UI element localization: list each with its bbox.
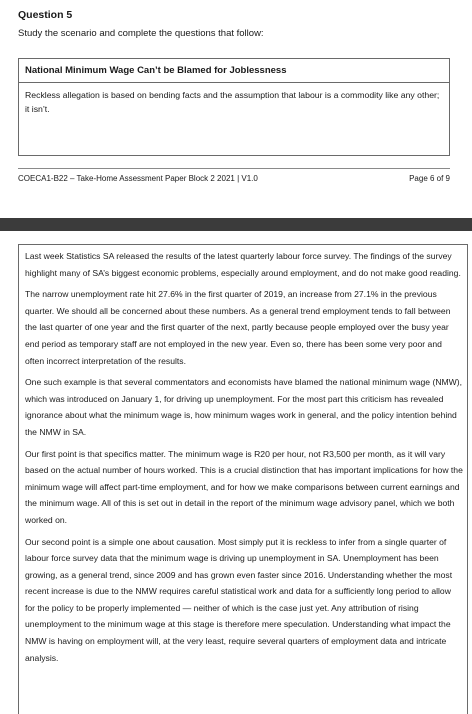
page-break-bar bbox=[0, 218, 472, 231]
article-box bbox=[18, 244, 468, 714]
scenario-box bbox=[18, 58, 450, 156]
article-paragraph: One such example is that several commentators and economists have blamed the national minimum wage (NMW), which was introduced on January 1, for driving up unemployment. For the most part this criticism has revealed ignorance about what the minimum wage is, how minimum wages work in general, and the policy intention behind the NMW in SA. bbox=[25, 377, 463, 437]
page-gap bbox=[0, 196, 472, 218]
article-paragraph: The narrow unemployment rate hit 27.6% in the first quarter of 2019, an increase from 27.1% in the previous quarter. We should all be concerned about these numbers. As a general trend employment tends to fall between the last quarter of one year and the first quarter of the next, partly because people employed over the busy year end period as temporary staff are not employed in the new year. Even so, there has been some very poor and often incorrect interpretation of the results. bbox=[25, 289, 451, 366]
question-title: Question 5 bbox=[18, 9, 73, 21]
article-paragraph: Our first point is that specifics matter. The minimum wage is R20 per hour, not R3,500 per month, as it will vary based on the actual number of hours worked. This is a crucial distinction that has important implications for how the minimum wage will affect part-time employment, and for how we make comparisons between current earnings and the minimum wage. All of this is set out in detail in the report of the minimum wage advisory panel, which we both worked on. bbox=[25, 448, 463, 525]
article-paragraph: Our second point is a simple one about causation. Most simply put it is reckless to infer from a single quarter of labour force survey data that the minimum wage is driving up unemployment in SA. Unemployment has been growing, as a general trend, since 2009 and has grown even faster since 2016. Understanding whether the most recent increase is due to the NMW requires careful statistical work and data for a sufficiently long period to allow for the policy to be properly implemented — neither of which is the case just yet. Any attribution of rising unemployment to the minimum wage at this stage is therefore mere speculation. Understanding what impact the NMW is having on employment will, at the very least, require several quarters of employment data and intricate analysis. bbox=[25, 536, 453, 663]
article-paragraph: Last week Statistics SA released the results of the latest quarterly labour force survey. The findings of the survey highlight many of SA’s biggest economic problems, especially around employment, and do not make good reading. bbox=[25, 251, 461, 278]
scenario-heading: National Minimum Wage Can’t be Blamed for Joblessness bbox=[19, 59, 449, 83]
question-instruction: Study the scenario and complete the questions that follow: bbox=[18, 28, 264, 39]
footer-divider bbox=[18, 168, 450, 169]
page-upper bbox=[0, 0, 472, 196]
footer-document-info: COECA1-B22 – Take-Home Assessment Paper Block 2 2021 | V1.0 bbox=[18, 174, 258, 183]
scenario-summary: Reckless allegation is based on bending facts and the assumption that labour is a commodity like any other; it isn’t. bbox=[25, 90, 440, 114]
footer-page-number: Page 6 of 9 bbox=[409, 174, 450, 183]
